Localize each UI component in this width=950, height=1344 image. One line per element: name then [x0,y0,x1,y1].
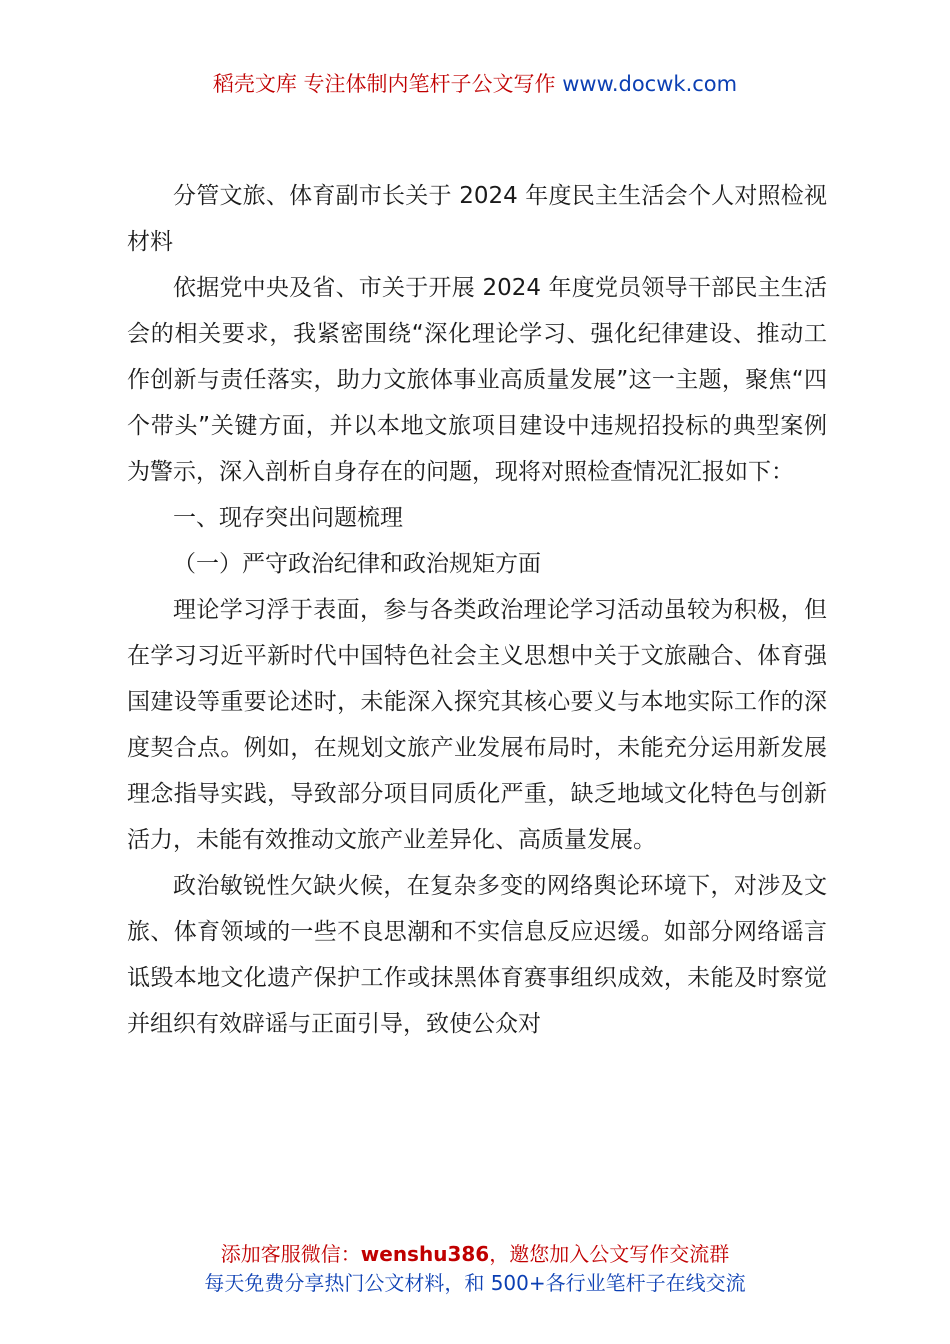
header-url-link[interactable]: www.docwk.com [562,72,738,96]
subsection-heading: （一）严守政治纪律和政治规矩方面 [173,551,541,577]
section-heading: 一、现存突出问题梳理 [173,505,403,531]
document-body [127,173,827,1047]
page-header [0,70,950,98]
footer-wechat-id: wenshu386 [360,1242,490,1266]
footer-promo-line: 每天免费分享热门公文材料，和 500+各行业笔杆子在线交流 [204,1271,746,1295]
footer-contact-prefix: 添加客服微信： [220,1242,361,1266]
footer-contact-suffix: ，邀您加入公文写作交流群 [489,1242,730,1266]
document-title: 分管文旅、体育副市长关于 2024 年度民主生活会个人对照检视材料 [127,183,827,255]
header-brand: 稻壳文库 专注体制内笔杆子公文写作 [212,72,563,96]
body-paragraph: 政治敏锐性欠缺火候，在复杂多变的网络舆论环境下，对涉及文旅、体育领域的一些不良思潮和不实信息反应迟缓。如部分网络谣言诋毁本地文化遗产保护工作或抹黑体育赛事组织成效，未能及时察觉并组织有效辟谣与正面引导，致使公众对 [127,873,827,1037]
intro-paragraph: 依据党中央及省、市关于开展 2024 年度党员领导干部民主生活会的相关要求，我紧密围绕“深化理论学习、强化纪律建设、推动工作创新与责任落实，助力文旅体事业高质量发展”这一主题，聚焦“四个带头”关键方面，并以本地文旅项目建设中违规招投标的典型案例为警示，深入剖析自身存在的问题，现将对照检查情况汇报如下： [127,275,827,485]
footer-contact-line [0,1240,950,1269]
body-paragraph: 理论学习浮于表面，参与各类政治理论学习活动虽较为积极，但在学习习近平新时代中国特色社会主义思想中关于文旅融合、体育强国建设等重要论述时，未能深入探究其核心要义与本地实际工作的深度契合点。例如，在规划文旅产业发展布局时，未能充分运用新发展理念指导实践，导致部分项目同质化严重，缺乏地域文化特色与创新活力，未能有效推动文旅产业差异化、高质量发展。 [127,597,827,853]
page-footer [0,1240,950,1298]
